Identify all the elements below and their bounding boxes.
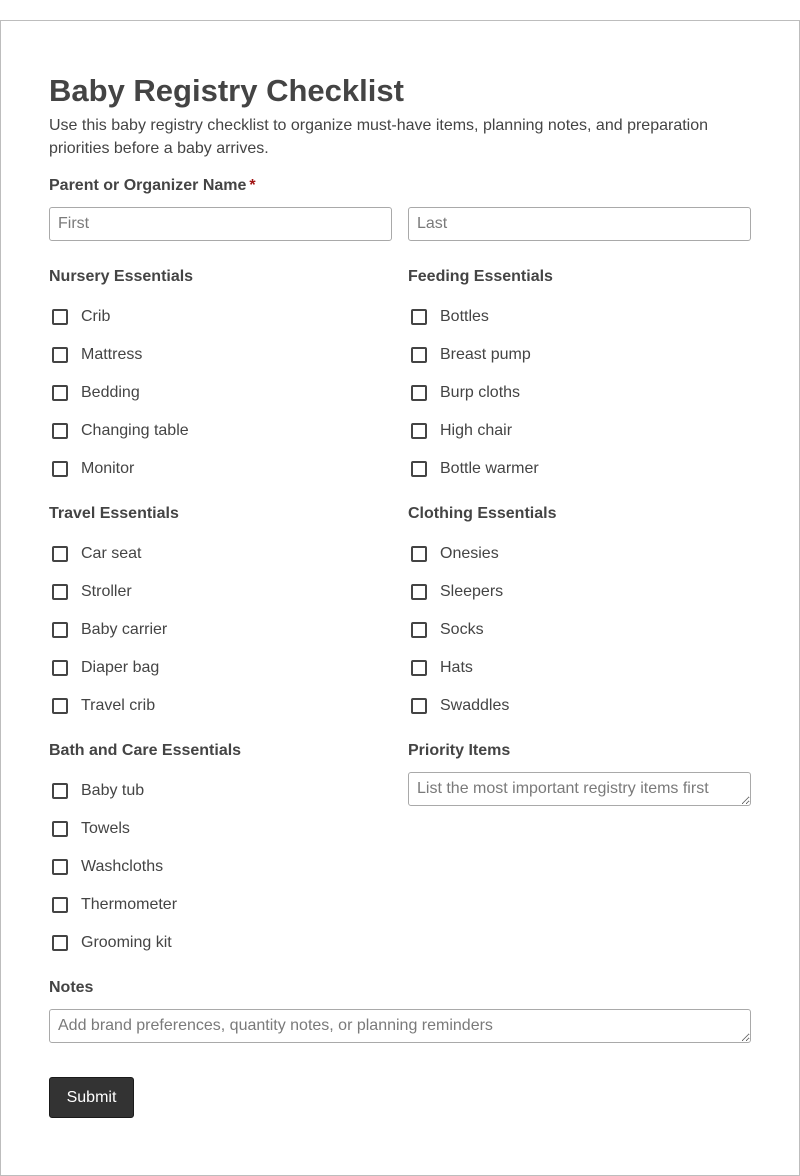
checkbox-option[interactable] xyxy=(49,419,349,443)
checkbox-label: Washcloths xyxy=(81,858,164,875)
checkbox-option[interactable] xyxy=(49,931,349,955)
checkbox-label: Travel crib xyxy=(81,697,156,714)
checkbox[interactable] xyxy=(411,660,427,676)
checkbox-label: Mattress xyxy=(81,346,143,363)
checkbox[interactable] xyxy=(411,698,427,714)
checkbox[interactable] xyxy=(52,461,68,477)
checkbox-option[interactable] xyxy=(49,542,349,566)
checkbox[interactable] xyxy=(52,385,68,401)
checkbox[interactable] xyxy=(52,584,68,600)
checkbox[interactable] xyxy=(52,546,68,562)
checkbox-option[interactable] xyxy=(408,656,708,680)
first-name-input[interactable] xyxy=(49,207,392,241)
checkbox-label: Baby tub xyxy=(81,782,145,799)
checkbox-label: Baby carrier xyxy=(81,621,168,638)
checkbox[interactable] xyxy=(411,461,427,477)
checkbox[interactable] xyxy=(411,309,427,325)
checkbox[interactable] xyxy=(411,385,427,401)
checkbox-option[interactable] xyxy=(49,618,349,642)
checkbox[interactable] xyxy=(52,309,68,325)
checkbox[interactable] xyxy=(52,660,68,676)
priority-items-label: Priority Items xyxy=(408,742,511,759)
checkbox-label: Thermometer xyxy=(81,896,178,913)
checkbox[interactable] xyxy=(52,821,68,837)
checkbox-option[interactable] xyxy=(49,381,349,405)
group-title: Clothing Essentials xyxy=(408,505,557,522)
form-container xyxy=(0,20,800,1176)
checkbox-label: Grooming kit xyxy=(81,934,172,951)
notes-textarea[interactable] xyxy=(49,1009,751,1043)
checkbox-option[interactable] xyxy=(49,457,349,481)
checkbox[interactable] xyxy=(411,423,427,439)
checkbox-option[interactable] xyxy=(408,305,708,329)
checkbox[interactable] xyxy=(411,546,427,562)
checkbox-label: High chair xyxy=(440,422,513,439)
checkbox-option[interactable] xyxy=(408,542,708,566)
checkbox-label: Bedding xyxy=(81,384,140,401)
priority-items-textarea[interactable] xyxy=(408,772,751,806)
page-title: Baby Registry Checklist xyxy=(49,73,404,108)
submit-button[interactable]: Submit xyxy=(49,1077,134,1118)
required-marker: * xyxy=(249,177,256,194)
checkbox[interactable] xyxy=(52,935,68,951)
checkbox-option[interactable] xyxy=(408,694,708,718)
checkbox-label: Towels xyxy=(81,820,130,837)
checkbox-option[interactable] xyxy=(49,305,349,329)
checkbox[interactable] xyxy=(52,783,68,799)
checkbox-option[interactable] xyxy=(408,580,708,604)
checkbox[interactable] xyxy=(411,347,427,363)
checkbox-option[interactable] xyxy=(49,694,349,718)
checkbox-option[interactable] xyxy=(49,893,349,917)
checkbox-option[interactable] xyxy=(408,618,708,642)
checkbox-label: Swaddles xyxy=(440,697,510,714)
checkbox-option[interactable] xyxy=(408,419,708,443)
checkbox[interactable] xyxy=(52,423,68,439)
checkbox-option[interactable] xyxy=(49,817,349,841)
checkbox-label: Crib xyxy=(81,308,111,325)
checkbox-label: Bottle warmer xyxy=(440,460,539,477)
checkbox-label: Onesies xyxy=(440,545,499,562)
checkbox[interactable] xyxy=(411,584,427,600)
checkbox-label: Hats xyxy=(440,659,473,676)
checkbox-label: Socks xyxy=(440,621,484,638)
checkbox-option[interactable] xyxy=(49,855,349,879)
checkbox[interactable] xyxy=(52,622,68,638)
checkbox[interactable] xyxy=(52,897,68,913)
checkbox-option[interactable] xyxy=(49,343,349,367)
checkbox-label: Stroller xyxy=(81,583,132,600)
checkbox-option[interactable] xyxy=(408,381,708,405)
checkbox-label: Diaper bag xyxy=(81,659,160,676)
checkbox-label: Sleepers xyxy=(440,583,504,600)
checkbox-label: Bottles xyxy=(440,308,489,325)
checkbox-label: Burp cloths xyxy=(440,384,521,401)
checkbox-option[interactable] xyxy=(49,779,349,803)
checkbox-option[interactable] xyxy=(408,457,708,481)
notes-label: Notes xyxy=(49,979,94,996)
checkbox-option[interactable] xyxy=(49,580,349,604)
checkbox[interactable] xyxy=(52,347,68,363)
checkbox[interactable] xyxy=(52,698,68,714)
name-field-label xyxy=(49,176,256,196)
name-label-text: Parent or Organizer Name xyxy=(49,177,247,194)
form-description: Use this baby registry checklist to organize must-have items, planning notes, and preparation priorities before a baby arrives. xyxy=(49,117,709,157)
group-title: Travel Essentials xyxy=(49,505,179,522)
group-title: Nursery Essentials xyxy=(49,268,194,285)
checkbox-label: Car seat xyxy=(81,545,142,562)
group-title: Feeding Essentials xyxy=(408,268,553,285)
last-name-input[interactable] xyxy=(408,207,751,241)
checkbox-label: Breast pump xyxy=(440,346,531,363)
checkbox[interactable] xyxy=(52,859,68,875)
checkbox-option[interactable] xyxy=(49,656,349,680)
checkbox[interactable] xyxy=(411,622,427,638)
checkbox-label: Changing table xyxy=(81,422,189,439)
checkbox-label: Monitor xyxy=(81,460,135,477)
group-title: Bath and Care Essentials xyxy=(49,742,242,759)
checkbox-option[interactable] xyxy=(408,343,708,367)
